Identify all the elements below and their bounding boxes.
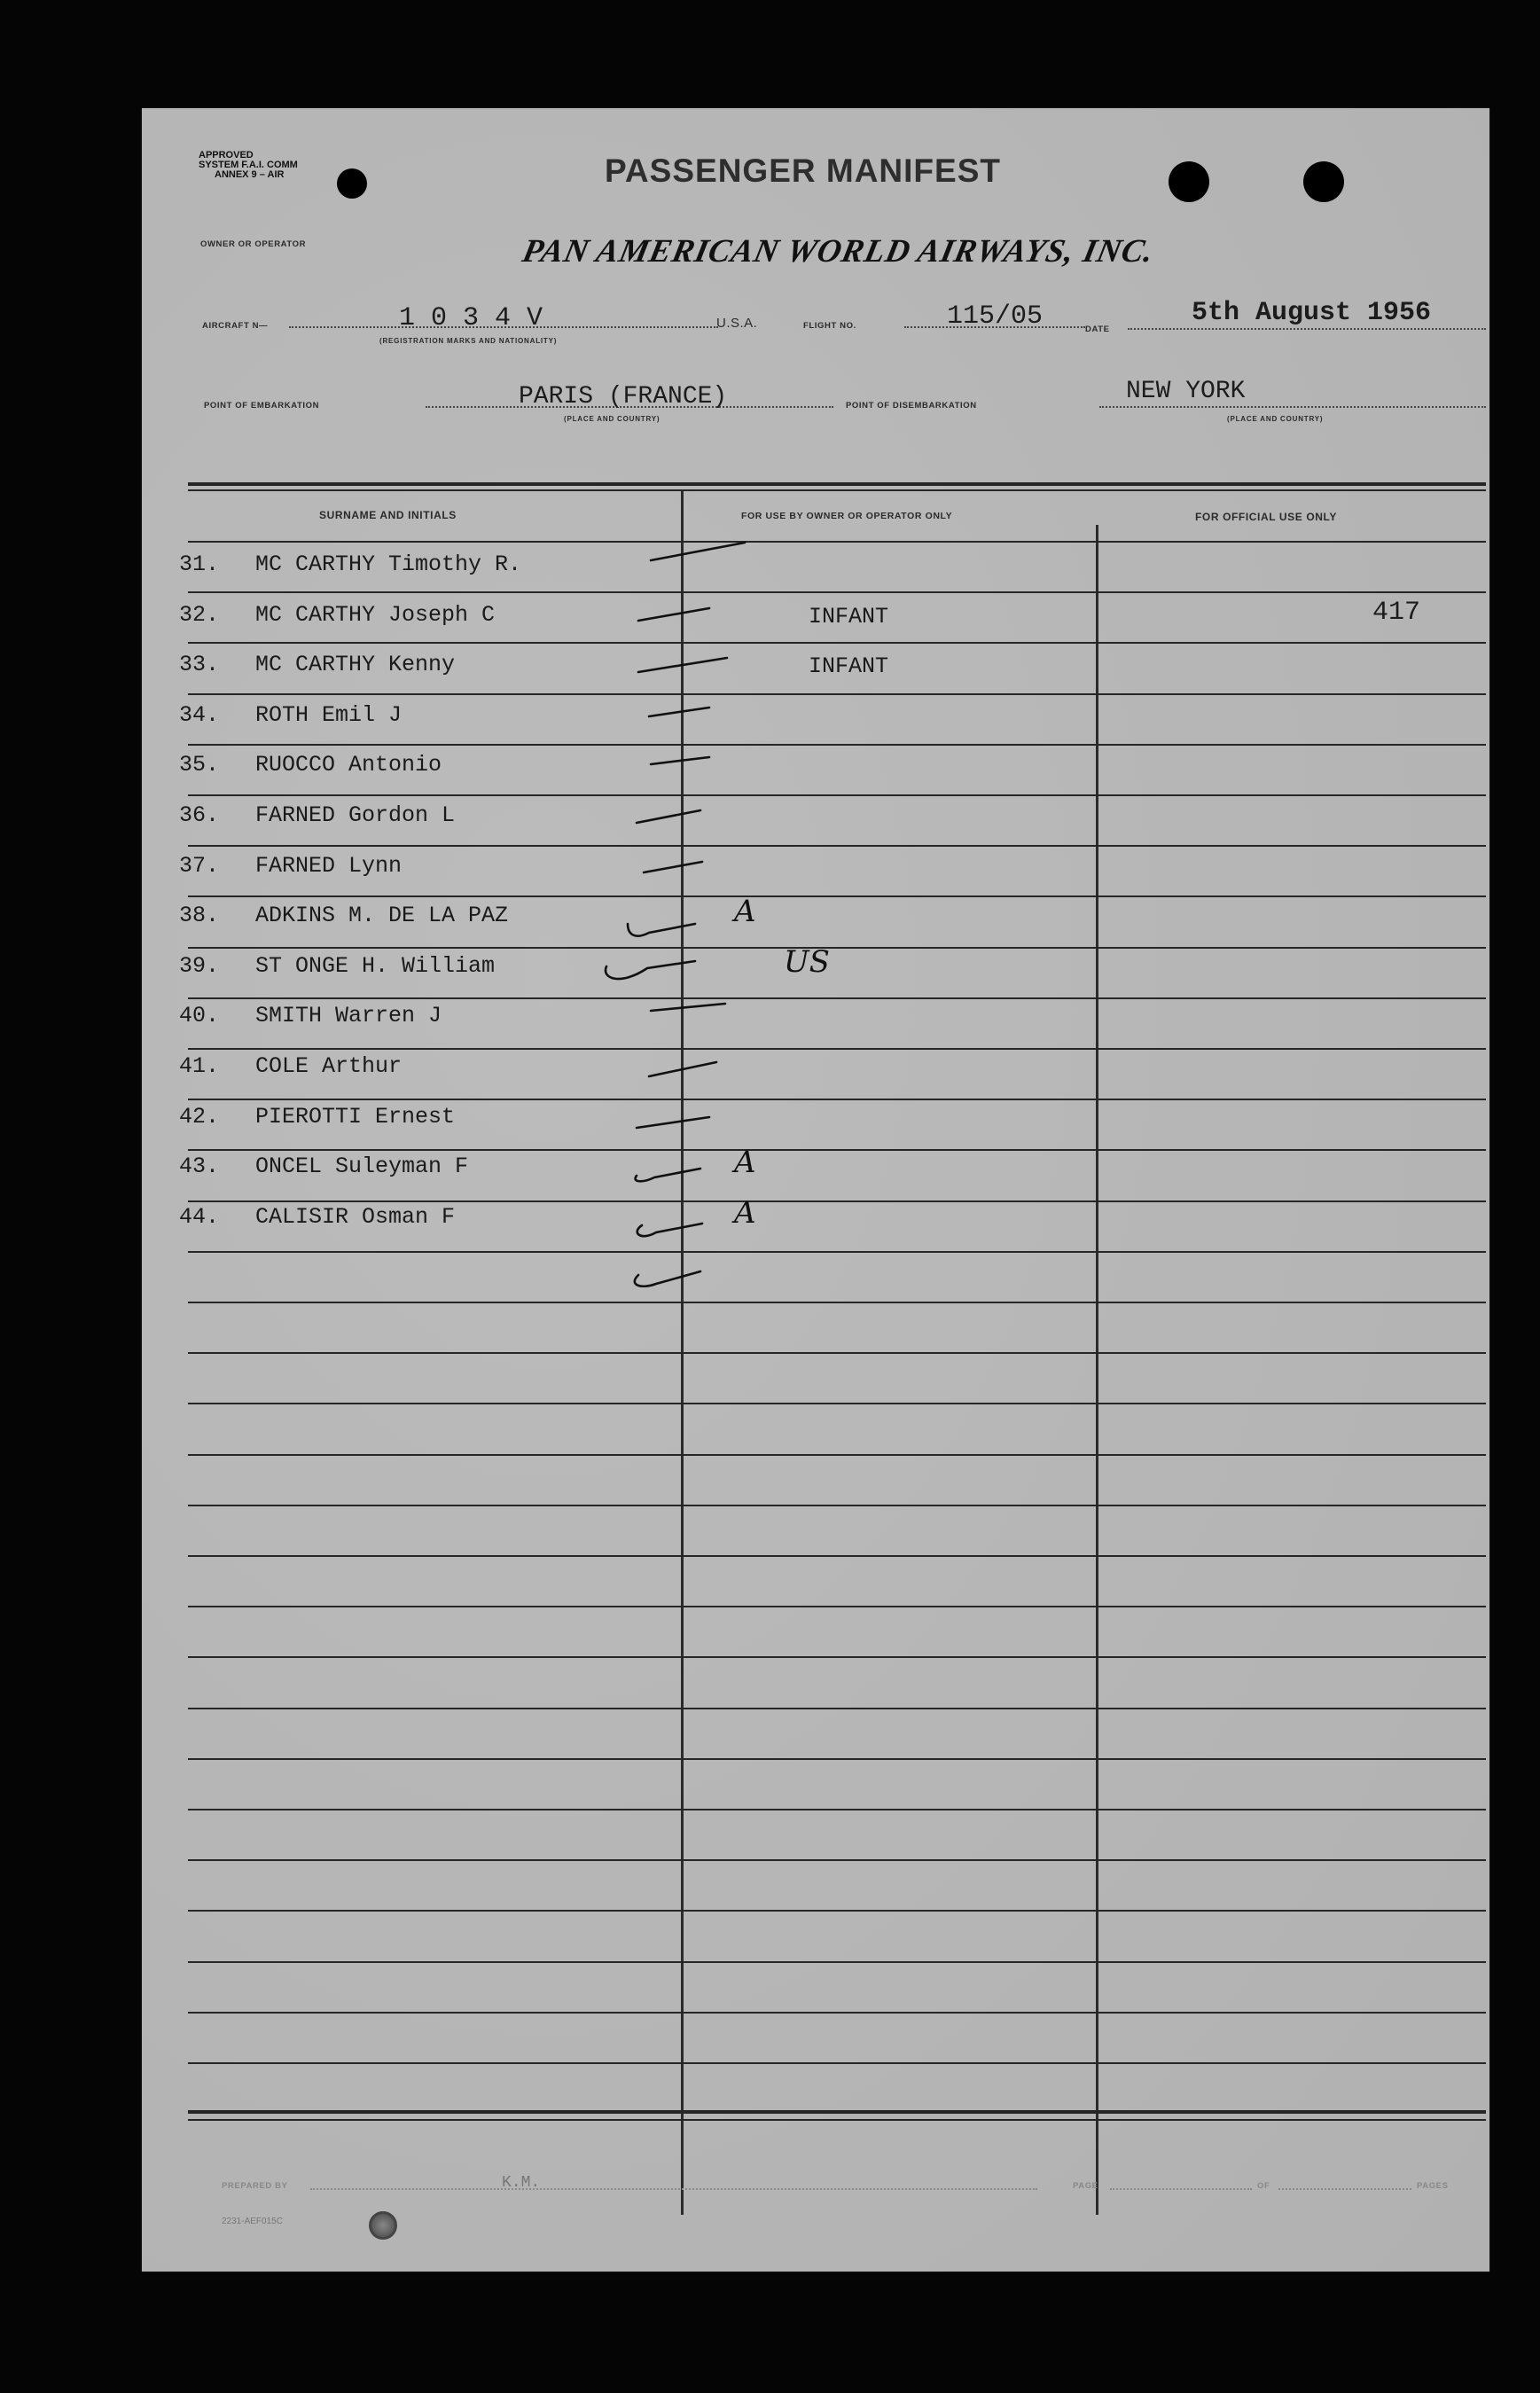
passenger-name: MC CARTHY Kenny — [255, 652, 456, 677]
aircraft-value: 1 0 3 4 V — [399, 303, 543, 333]
disembarkation-label: POINT OF DISEMBARKATION — [846, 401, 977, 411]
passenger-number: 44. — [179, 1204, 220, 1230]
passenger-name: MC CARTHY Timothy R. — [255, 551, 522, 577]
passenger-number: 36. — [179, 802, 220, 828]
table-bottom-rule — [188, 2119, 1486, 2121]
row-rule — [188, 1708, 1486, 1709]
col-header-owner: FOR USE BY OWNER OR OPERATOR ONLY — [741, 511, 953, 521]
handwritten-annotation: US — [784, 944, 830, 980]
disembarkation-value: NEW YORK — [1126, 378, 1246, 405]
row-rule — [188, 1555, 1486, 1557]
passenger-number: 42. — [179, 1104, 220, 1130]
footer-page-label: PAGE — [1073, 2181, 1098, 2191]
footer-form-code: 2231-AEF015C — [222, 2217, 283, 2226]
passenger-number: 35. — [179, 752, 220, 778]
row-rule — [188, 1505, 1486, 1506]
date-label: DATE — [1085, 325, 1110, 334]
aircraft-label: AIRCRAFT N— — [202, 321, 269, 331]
row-rule — [188, 1403, 1486, 1404]
passenger-name: PIEROTTI Ernest — [255, 1104, 456, 1130]
passenger-note: INFANT — [809, 604, 889, 630]
embarkation-caption: (PLACE AND COUNTRY) — [564, 415, 661, 423]
embarkation-value: PARIS (FRANCE) — [519, 383, 728, 411]
footer-prepared-fill — [310, 2188, 1037, 2190]
passenger-name: ONCEL Suleyman F — [255, 1153, 469, 1179]
footer-page-fill — [1110, 2188, 1252, 2190]
handwritten-marks — [142, 108, 1489, 1349]
owner-label: OWNER OR OPERATOR — [200, 239, 307, 249]
row-rule — [188, 1859, 1486, 1861]
passenger-number: 40. — [179, 1003, 220, 1028]
row-rule — [188, 1961, 1486, 1963]
row-rule — [188, 1454, 1486, 1456]
owner-value: PAN AMERICAN WORLD AIRWAYS, INC. — [519, 233, 1158, 270]
row-rule — [188, 2062, 1486, 2064]
handwritten-annotation: A — [734, 1195, 756, 1231]
embarkation-label: POINT OF EMBARKATION — [204, 401, 320, 411]
row-rule — [188, 1606, 1486, 1607]
flight-label: FLIGHT NO. — [803, 321, 856, 331]
row-rule — [188, 1758, 1486, 1760]
passenger-name: CALISIR Osman F — [255, 1204, 456, 1230]
passenger-name: ADKINS M. DE LA PAZ — [255, 903, 509, 928]
official-note: 417 — [1372, 598, 1421, 628]
footer-of-fill — [1278, 2188, 1411, 2190]
col-header-official: FOR OFFICIAL USE ONLY — [1195, 511, 1337, 523]
usa-label: U.S.A. — [716, 316, 758, 331]
passenger-name: SMITH Warren J — [255, 1003, 442, 1028]
passenger-name: ST ONGE H. William — [255, 953, 496, 979]
approved-line: ANNEX 9 – AIR — [215, 169, 285, 180]
footer-signature: K.M. — [502, 2174, 541, 2192]
passenger-number: 39. — [179, 953, 220, 979]
aircraft-caption: (REGISTRATION MARKS AND NATIONALITY) — [379, 337, 558, 345]
form-title: PASSENGER MANIFEST — [605, 152, 1001, 189]
disembarkation-caption: (PLACE AND COUNTRY) — [1227, 415, 1324, 423]
flight-value: 115/05 — [947, 301, 1044, 332]
handwritten-annotation: A — [734, 1145, 756, 1180]
passenger-number: 34. — [179, 702, 220, 728]
passenger-name: RUOCCO Antonio — [255, 752, 442, 778]
passenger-number: 33. — [179, 652, 220, 677]
handwritten-annotation: A — [734, 894, 756, 929]
passenger-number: 31. — [179, 551, 220, 577]
row-rule — [188, 1656, 1486, 1658]
manifest-sheet — [142, 108, 1489, 2272]
passenger-name: MC CARTHY Joseph C — [255, 602, 496, 628]
passenger-name: FARNED Lynn — [255, 853, 403, 879]
date-value: 5th August 1956 — [1192, 298, 1432, 328]
row-rule — [188, 1352, 1486, 1354]
table-bottom-rule — [188, 2110, 1486, 2114]
footer-pages-label: PAGES — [1417, 2181, 1449, 2191]
approved-line: APPROVED — [199, 150, 254, 160]
footer-prepared-label: PREPARED BY — [222, 2181, 288, 2191]
col-header-surname: SURNAME AND INITIALS — [319, 509, 457, 521]
approved-line: SYSTEM F.A.I. COMM — [199, 160, 298, 170]
passenger-note: INFANT — [809, 653, 889, 679]
passenger-number: 32. — [179, 602, 220, 628]
row-rule — [188, 1910, 1486, 1912]
row-rule — [188, 1809, 1486, 1810]
row-rule — [188, 2012, 1486, 2014]
passenger-number: 43. — [179, 1153, 220, 1179]
passenger-name: FARNED Gordon L — [255, 802, 456, 828]
passenger-number: 37. — [179, 853, 220, 879]
passenger-number: 38. — [179, 903, 220, 928]
passenger-number: 41. — [179, 1053, 220, 1079]
passenger-name: COLE Arthur — [255, 1053, 403, 1079]
union-label-seal — [369, 2211, 397, 2240]
passenger-name: ROTH Emil J — [255, 702, 403, 728]
footer-of-label: OF — [1257, 2181, 1270, 2191]
